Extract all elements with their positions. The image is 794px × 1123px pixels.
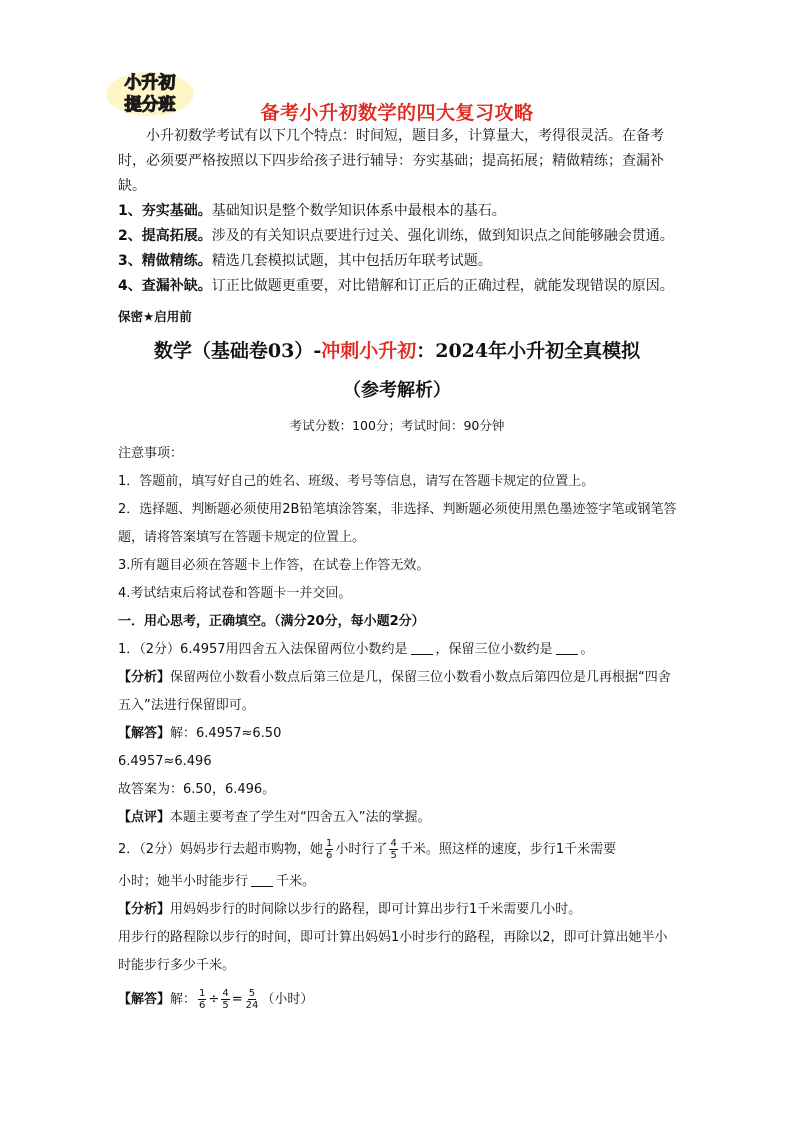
fraction [221, 988, 229, 1011]
promo-item [118, 274, 678, 299]
comment-text: 本题主要考查了学生对“四舍五入”法的掌握。 [170, 810, 431, 825]
promo-intro: 小升初数学考试有以下几个特点：时间短，题目多，计算量大，考得很灵活。在备考时，必须要严格按照以下四步给孩子进行辅导：夯实基础；提高拓展；精做精练；查漏补缺。 [118, 128, 664, 194]
q2-analysis [118, 896, 678, 924]
answer-result: 故答案为：6.50，6.496。 [118, 782, 276, 797]
answer-blank [556, 640, 578, 655]
denominator: 6 [326, 850, 333, 861]
analysis-text: 用妈妈步行的时间除以步行的路程，即可计算出步行1千米需要几小时。 [170, 902, 582, 917]
answer-line-2: 6.4957≈6.496 [118, 754, 212, 769]
q1-answer [118, 720, 678, 748]
note-item: 3.所有题目必须在答题卡上作答，在试卷上作答无效。 [118, 558, 430, 573]
promo-item [118, 224, 678, 249]
answer-line-1: 解：6.4957≈6.50 [170, 726, 282, 741]
note-item: 1．答题前，填写好自己的姓名、班级、考号等信息，请写在答题卡规定的位置上。 [118, 474, 595, 489]
numerator: 5 [248, 988, 256, 999]
exam-body [118, 440, 678, 1020]
denominator: 5 [390, 850, 397, 861]
question-2-stem [118, 832, 678, 868]
exam-title [0, 336, 794, 363]
q2-answer [118, 980, 678, 1020]
analysis-text: 保留两位小数看小数点后第三位是几，保留三位小数看小数点后第四位是几再根据“四舍五入”法进行保留即可。 [118, 670, 671, 713]
q2-stem-c: 千米。照这样的速度，步行1千米需要 [399, 842, 617, 857]
analysis-label: 【分析】 [118, 902, 171, 917]
equals-sign: = [231, 992, 243, 1007]
exam-title-highlight: 冲刺小升初 [321, 340, 417, 362]
analysis-text-2: 用步行的路程除以步行的时间，即可计算出妈妈1小时步行的路程，再除以2，即可计算出她半小时能步行多少千米。 [118, 930, 668, 973]
answer-label: 【解答】 [118, 992, 171, 1007]
promo-item-text: 精选几套模拟试题，其中包括历年联考试题。 [211, 253, 492, 269]
denominator: 24 [245, 1000, 259, 1011]
promo-item-label: 2、提高拓展。 [118, 228, 212, 244]
q1-stem-a: 1．（2分）6.4957用四舍五入法保留两位小数约是 [118, 642, 408, 657]
answer-prefix: 解： [170, 992, 197, 1007]
fraction [325, 838, 333, 861]
numerator: 4 [390, 838, 397, 849]
numerator: 1 [326, 838, 333, 849]
promo-section [118, 124, 678, 299]
fraction [198, 988, 206, 1011]
promo-item-text: 基础知识是整个数学知识体系中最根本的基石。 [211, 203, 506, 219]
q1-comment [118, 804, 678, 832]
exam-title-part-a: 数学（基础卷03）- [153, 340, 322, 362]
question-1-stem [118, 636, 678, 664]
promo-item [118, 199, 678, 224]
promo-item-label: 1、夯实基础。 [118, 203, 212, 219]
exam-subtitle: （参考解析） [343, 380, 451, 401]
answer-blank [251, 872, 273, 887]
analysis-label: 【分析】 [118, 670, 171, 685]
logo-line-1: 小升初 [124, 73, 176, 93]
note-item: 4.考试结束后将试卷和答题卡一并交回。 [118, 586, 352, 601]
promo-item-text: 订正比做题更重要，对比错解和订正后的正确过程，就能发现错误的原因。 [211, 278, 674, 294]
note-item: 2．选择题、判断题必须使用2B铅笔填涂答案，非选择、判断题必须使用黑色墨迹签字笔或钢笔答题，请将答案填写在答题卡规定的位置上。 [118, 502, 677, 545]
question-2-stem-cont [118, 868, 678, 896]
denominator: 5 [222, 1000, 229, 1011]
numerator: 1 [199, 988, 206, 999]
promo-item-text: 涉及的有关知识点要进行过关、强化训练，做到知识点之间能够融会贯通。 [211, 228, 674, 244]
fraction [389, 838, 397, 861]
promo-item-label: 3、精做精练。 [118, 253, 212, 269]
answer-label: 【解答】 [118, 726, 171, 741]
operator: ÷ [208, 992, 220, 1007]
unit-label: （小时） [261, 992, 314, 1007]
promo-title: 备考小升初数学的四大复习攻略 [260, 102, 534, 124]
q1-stem-b: ，保留三位小数约是 [435, 642, 553, 657]
promo-item-label: 4、查漏补缺。 [118, 278, 212, 294]
answer-blank [411, 640, 433, 655]
confidential-mark: 保密★启用前 [118, 309, 192, 324]
q2-stem-e: 千米。 [276, 874, 316, 889]
fraction [245, 988, 260, 1011]
comment-label: 【点评】 [118, 810, 171, 825]
exam-meta: 考试分数：100分；考试时间：90分钟 [289, 418, 505, 433]
promo-item [118, 249, 678, 274]
section-heading: 一．用心思考，正确填空。（满分20分，每小题2分） [118, 614, 425, 629]
logo-line-2: 提分班 [124, 95, 176, 115]
denominator: 6 [199, 1000, 206, 1011]
q1-stem-c: 。 [580, 642, 594, 657]
q1-analysis [118, 664, 678, 720]
q2-stem-b: 小时行了 [335, 842, 388, 857]
q2-stem-d: 小时；她半小时能步行 [118, 874, 249, 889]
notes-heading: 注意事项： [118, 446, 184, 461]
exam-title-part-c: ：2024年小升初全真模拟 [416, 340, 641, 362]
numerator: 4 [222, 988, 229, 999]
q2-stem-a: 2．（2分）妈妈步行去超市购物，她 [118, 842, 324, 857]
